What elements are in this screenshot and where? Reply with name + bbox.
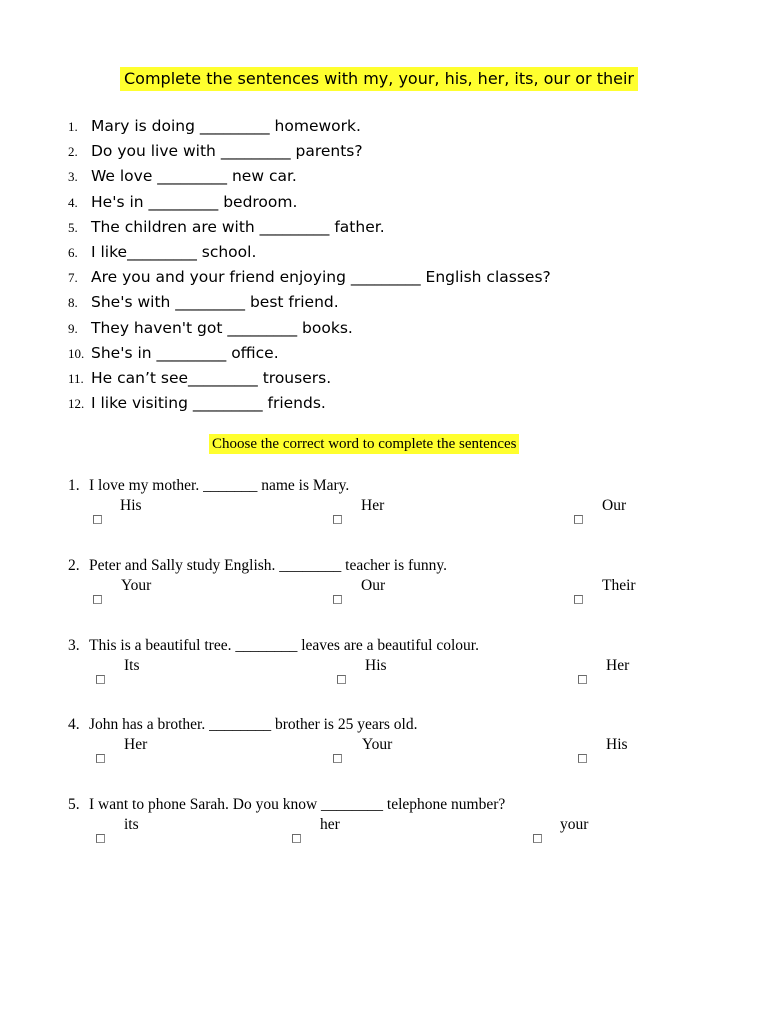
option-checkbox[interactable] bbox=[578, 675, 587, 684]
item-number: 9. bbox=[68, 320, 78, 336]
item-number: 1. bbox=[68, 119, 78, 134]
question-text: John has a brother. ________ brother is 25 years old. bbox=[89, 716, 418, 733]
item-number: 2. bbox=[68, 144, 78, 160]
option-checkbox[interactable] bbox=[333, 754, 342, 763]
option-checkbox[interactable] bbox=[533, 834, 542, 843]
item-text: She's with _________ best friend. bbox=[91, 293, 339, 312]
question-text: I love my mother. _______ name is Mary. bbox=[89, 477, 350, 494]
option-checkbox[interactable] bbox=[333, 515, 342, 524]
item-text: Mary is doing _________ homework. bbox=[91, 117, 361, 135]
option-label: His bbox=[365, 657, 387, 674]
item-text: Are you and your friend enjoying _________ English classes? bbox=[91, 268, 551, 287]
item-text: They haven't got _________ books. bbox=[91, 318, 353, 337]
option-checkbox[interactable] bbox=[574, 595, 583, 604]
question-2 bbox=[0, 556, 768, 616]
option-checkbox[interactable] bbox=[333, 595, 342, 604]
item-number: 4. bbox=[68, 194, 78, 210]
option-label: Your bbox=[121, 577, 152, 594]
section2-title: Choose the correct word to complete the sentences bbox=[209, 434, 519, 454]
item-number: 8. bbox=[68, 295, 78, 311]
question-number: 1. bbox=[68, 477, 80, 494]
item-number: 5. bbox=[68, 219, 78, 235]
item-text: The children are with _________ father. bbox=[91, 217, 385, 236]
option-checkbox[interactable] bbox=[96, 754, 105, 763]
question-number: 5. bbox=[68, 796, 80, 813]
item-text: I like_________ school. bbox=[91, 242, 257, 261]
item-number: 7. bbox=[68, 270, 78, 286]
question-number: 3. bbox=[68, 637, 80, 654]
item-number: 10. bbox=[68, 345, 85, 361]
option-label: His bbox=[120, 497, 142, 514]
option-label: Our bbox=[602, 497, 627, 514]
option-label: Your bbox=[362, 736, 393, 753]
option-label: Its bbox=[124, 657, 140, 674]
question-text: This is a beautiful tree. ________ leaves are a beautiful colour. bbox=[89, 637, 479, 654]
item-text: I like visiting _________ friends. bbox=[91, 394, 326, 413]
item-number: 12. bbox=[68, 396, 85, 412]
option-label: Her bbox=[124, 736, 148, 753]
question-5 bbox=[0, 795, 768, 855]
option-label: His bbox=[606, 736, 628, 753]
option-checkbox[interactable] bbox=[93, 515, 102, 524]
question-1 bbox=[0, 476, 768, 536]
option-label: Their bbox=[602, 577, 636, 594]
item-text: She's in _________ office. bbox=[91, 343, 279, 362]
option-checkbox[interactable] bbox=[578, 754, 587, 763]
question-text: Peter and Sally study English. ________ teacher is funny. bbox=[89, 557, 448, 574]
question-3 bbox=[0, 636, 768, 696]
option-checkbox[interactable] bbox=[96, 834, 105, 843]
question-number: 4. bbox=[68, 716, 80, 733]
item-text: He can’t see_________ trousers. bbox=[91, 368, 332, 387]
option-label: your bbox=[560, 816, 589, 833]
question-number: 2. bbox=[68, 557, 80, 574]
option-checkbox[interactable] bbox=[96, 675, 105, 684]
option-checkbox[interactable] bbox=[337, 675, 346, 684]
option-checkbox[interactable] bbox=[574, 515, 583, 524]
section1-title: Complete the sentences with my, your, his, her, its, our or their bbox=[120, 67, 638, 91]
item-number: 3. bbox=[68, 169, 78, 185]
option-label: its bbox=[124, 816, 139, 833]
item-text: He's in _________ bedroom. bbox=[91, 192, 298, 211]
option-label: Our bbox=[361, 577, 386, 594]
option-checkbox[interactable] bbox=[93, 595, 102, 604]
question-text: I want to phone Sarah. Do you know ________ telephone number? bbox=[89, 796, 506, 813]
option-label: Her bbox=[361, 497, 385, 514]
item-number: 6. bbox=[68, 244, 78, 260]
option-label: Her bbox=[606, 657, 630, 674]
item-text: We love _________ new car. bbox=[91, 167, 297, 186]
option-label: her bbox=[320, 816, 340, 833]
question-4 bbox=[0, 715, 768, 775]
item-number: 11. bbox=[68, 370, 84, 386]
item-text: Do you live with _________ parents? bbox=[91, 142, 363, 161]
option-checkbox[interactable] bbox=[292, 834, 301, 843]
